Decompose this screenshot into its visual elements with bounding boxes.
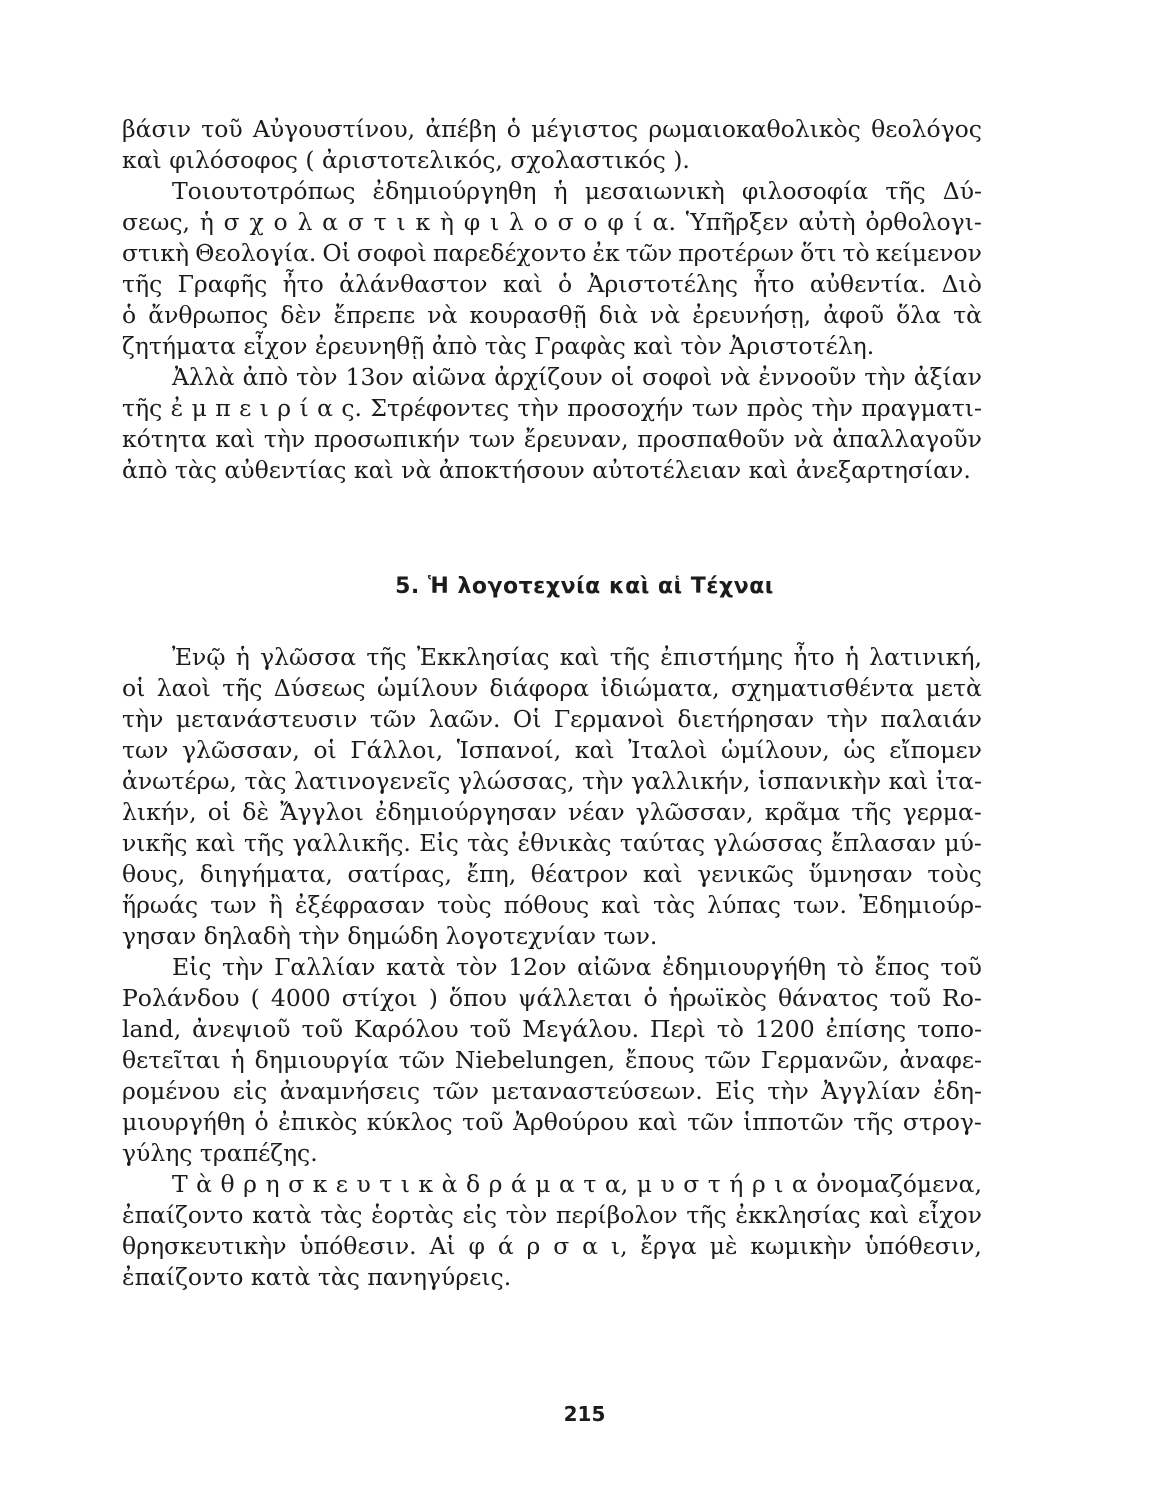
text-line: ὁ ἄνθρωπος δὲν ἔπρεπε νὰ κουρασθῇ διὰ νὰ ἐρευνήσῃ, ἀφοῦ ὅλα τὰ xyxy=(122,301,982,329)
text-line: γησαν δηλαδὴ τὴν δημώδη λογοτεχνίαν των. xyxy=(122,922,658,950)
text-line: τῆς Γραφῆς ἦτο ἀλάνθαστον καὶ ὁ Ἀριστοτέλης ἦτο αὐθεντία. Διὸ xyxy=(122,270,982,298)
text-line: Ρολάνδου ( 4000 στίχοι ) ὅπου ψάλλεται ὁ ἡρωϊκὸς θάνατος τοῦ Ro- xyxy=(122,984,982,1012)
text-line: τῆς ἐ μ π ε ι ρ ί α ς. Στρέφοντες τὴν προσοχήν των πρὸς τὴν πραγματι- xyxy=(122,394,982,422)
page-number: 215 xyxy=(563,1402,606,1426)
text-line: Τοιουτοτρόπως ἐδημιούργηθη ἡ μεσαιωνικὴ φιλοσοφία τῆς Δύ- xyxy=(172,177,982,205)
text-line: τὴν μετανάστευσιν τῶν λαῶν. Οἱ Γερμανοὶ διετήρησαν τὴν παλαιάν xyxy=(122,705,982,733)
text-line: καὶ φιλόσοφος ( ἀριστοτελικός, σχολαστικός ). xyxy=(122,146,690,174)
text-line: land, ἀνεψιοῦ τοῦ Καρόλου τοῦ Μεγάλου. Περὶ τὸ 1200 ἐπίσης τοπο- xyxy=(122,1015,982,1043)
text-line: στικὴ Θεολογία. Οἱ σοφοὶ παρεδέχοντο ἐκ τῶν προτέρων ὅτι τὸ κείμενον xyxy=(122,239,982,267)
text-line: βάσιν τοῦ Αὐγουστίνου, ἀπέβη ὁ μέγιστος ρωμαιοκαθολικὸς θεολόγος xyxy=(122,115,982,143)
text-line: των γλῶσσαν, οἱ Γάλλοι, Ἱσπανοί, καὶ Ἰταλοὶ ὡμίλουν, ὡς εἴπομεν xyxy=(122,736,982,764)
text-block-literature xyxy=(122,642,982,1293)
text-line: λικήν, οἱ δὲ Ἄγγλοι ἐδημιούργησαν νέαν γλῶσσαν, κρᾶμα τῆς γερμα- xyxy=(122,798,982,826)
text-line: ρομένου εἰς ἀναμνήσεις τῶν μεταναστεύσεων. Εἰς τὴν Ἀγγλίαν ἐδη- xyxy=(122,1077,982,1105)
text-line: ζητήματα εἶχον ἐρευνηθῇ ἀπὸ τὰς Γραφὰς καὶ τὸν Ἀριστοτέλη. xyxy=(122,332,875,360)
text-line: Ἐνῷ ἡ γλῶσσα τῆς Ἐκκλησίας καὶ τῆς ἐπιστήμης ἦτο ἡ λατινική, xyxy=(172,643,982,671)
section-heading: 5. Ἡ λογοτεχνία καὶ αἱ Τέχναι xyxy=(395,574,774,599)
text-line: ἐπαίζοντο κατὰ τὰς ἑορτὰς εἰς τὸν περίβολον τῆς ἐκκλησίας καὶ εἶχον xyxy=(122,1201,982,1229)
text-line: γύλης τραπέζης. xyxy=(122,1139,318,1167)
text-line: θους, διηγήματα, σατίρας, ἔπη, θέατρον καὶ γενικῶς ὕμνησαν τοὺς xyxy=(122,860,982,888)
text-line: ἐπαίζοντο κατὰ τὰς πανηγύρεις. xyxy=(122,1263,512,1291)
text-line: σεως, ἡ σ χ ο λ α σ τ ι κ ὴ φ ι λ ο σ ο φ ί α. Ὑπῆρξεν αὐτὴ ὀρθολογι- xyxy=(122,208,982,236)
text-line: οἱ λαοὶ τῆς Δύσεως ὡμίλουν διάφορα ἰδιώματα, σχηματισθέντα μετὰ xyxy=(122,674,982,702)
text-line: ἀνωτέρω, τὰς λατινογενεῖς γλώσσας, τὴν γαλλικήν, ἱσπανικὴν καὶ ἰτα- xyxy=(122,767,982,795)
text-line: ἀπὸ τὰς αὐθεντίας καὶ νὰ ἀποκτήσουν αὐτοτέλειαν καὶ ἀνεξαρτησίαν. xyxy=(122,456,971,484)
text-line: θετεῖται ἡ δημιουργία τῶν Niebelungen, ἔπους τῶν Γερμανῶν, ἀναφε- xyxy=(122,1046,982,1074)
text-line: νικῆς καὶ τῆς γαλλικῆς. Εἰς τὰς ἐθνικὰς ταύτας γλώσσας ἔπλασαν μύ- xyxy=(122,829,982,857)
text-line: κότητα καὶ τὴν προσωπικήν των ἔρευναν, προσπαθοῦν νὰ ἀπαλλαγοῦν xyxy=(122,425,982,453)
text-line: Ἀλλὰ ἀπὸ τὸν 13ον αἰῶνα ἀρχίζουν οἱ σοφοὶ νὰ ἐννοοῦν τὴν ἀξίαν xyxy=(172,363,982,391)
text-block-scholasticism xyxy=(122,114,982,486)
text-line: ἥρωάς των ἢ ἐξέφρασαν τοὺς πόθους καὶ τὰς λύπας των. Ἐδημιούρ- xyxy=(122,891,982,919)
text-line: θρησκευτικὴν ὑπόθεσιν. Αἱ φ ά ρ σ α ι, ἔργα μὲ κωμικὴν ὑπόθεσιν, xyxy=(122,1232,982,1260)
text-line: Τ ὰ θ ρ η σ κ ε υ τ ι κ ὰ δ ρ ά μ α τ α, μ υ σ τ ή ρ ι α ὀνομαζόμενα, xyxy=(172,1170,982,1198)
text-line: μιουργήθη ὁ ἐπικὸς κύκλος τοῦ Ἀρθούρου καὶ τῶν ἱπποτῶν τῆς στρογ- xyxy=(122,1108,982,1136)
text-line: Εἰς τὴν Γαλλίαν κατὰ τὸν 12ον αἰῶνα ἐδημιουργήθη τὸ ἔπος τοῦ xyxy=(172,953,982,981)
